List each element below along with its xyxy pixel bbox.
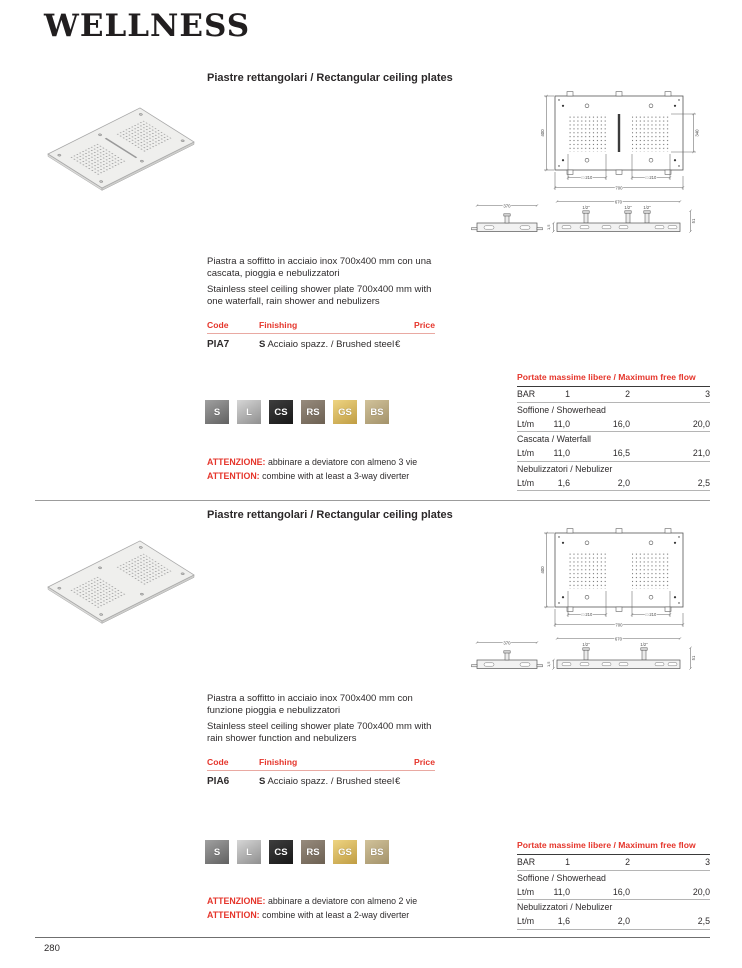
flow-value: 16,0 <box>612 886 630 897</box>
bar-value: 2 <box>625 389 630 400</box>
swatch-label: CS <box>274 406 288 418</box>
code-header: Code <box>207 320 229 330</box>
swatch-label: L <box>246 846 252 858</box>
flow-value: 11,0 <box>553 886 570 897</box>
finishing-name: Acciaio spazz. / Brushed steel <box>267 339 395 350</box>
attention-line-italian <box>207 895 417 909</box>
code-price-table <box>207 320 435 350</box>
attention-text-en: combine with at least a 3-way diverter <box>262 470 410 481</box>
svg-text:340: 340 <box>694 129 700 137</box>
product-code: PIA7 <box>207 339 230 350</box>
flow-value: 2,0 <box>617 477 630 488</box>
finish-swatches <box>205 840 389 864</box>
attention-note <box>207 895 417 922</box>
swatch-label: BS <box>370 406 384 418</box>
flow-rate-table <box>517 372 710 491</box>
code-table-row <box>207 334 435 350</box>
code-header: Code <box>207 757 229 767</box>
swatch-label: GS <box>338 406 352 418</box>
svg-text:1/2": 1/2" <box>643 205 651 210</box>
finishing-value <box>259 776 395 787</box>
flow-value: 1,6 <box>557 477 570 488</box>
attention-note <box>207 456 417 483</box>
product-section-pia7 <box>0 60 742 497</box>
finish-swatch-cs <box>269 840 293 864</box>
finishing-header: Finishing <box>259 757 298 767</box>
svg-text:□ 210: □ 210 <box>581 612 593 618</box>
finish-swatch-bs <box>365 840 389 864</box>
attention-line-english <box>207 470 417 484</box>
svg-text:□ 210: □ 210 <box>645 612 657 618</box>
finish-swatch-rs <box>301 400 325 424</box>
bar-value: 3 <box>705 389 710 400</box>
flow-row-label: Cascata / Waterfall <box>517 434 591 444</box>
description-italian: Piastra a soffitto in acciaio inox 700x400 mm con funzione pioggia e nebulizzatori <box>207 693 413 717</box>
product-photo-ceiling-plate <box>40 94 210 198</box>
svg-text:1/2": 1/2" <box>624 205 632 210</box>
svg-text:400: 400 <box>540 129 546 137</box>
flow-value: 20,0 <box>692 418 710 429</box>
product-section-pia6 <box>0 497 742 934</box>
swatch-label: RS <box>306 846 320 858</box>
price-value: € <box>395 776 401 787</box>
product-photo-ceiling-plate <box>40 527 210 631</box>
attention-label-it: ATTENZIONE: <box>207 457 266 467</box>
flow-value: 1,6 <box>557 916 570 927</box>
swatch-label: GS <box>338 846 352 858</box>
section-heading: Piastre rettangolari / Rectangular ceiling plates <box>207 72 453 84</box>
svg-text:1/2": 1/2" <box>582 642 590 647</box>
bar-value: 2 <box>625 857 630 868</box>
svg-text:670: 670 <box>614 636 623 642</box>
finish-swatch-gs <box>333 400 357 424</box>
flow-value: 16,0 <box>612 418 630 429</box>
attention-text-it: abbinare a deviatore con almeno 2 vie <box>267 896 418 906</box>
footer-rule <box>35 937 710 938</box>
unit-label: Lt/m <box>517 448 535 459</box>
finish-swatch-s <box>205 840 229 864</box>
svg-text:370: 370 <box>503 203 511 209</box>
flow-bar-row <box>517 387 710 403</box>
flow-values-row <box>517 914 710 930</box>
unit-label: Lt/m <box>517 477 535 488</box>
flow-value: 21,0 <box>692 448 710 459</box>
flow-table-title: Portate massime libere / Maximum free flow <box>517 372 710 387</box>
finishing-code: S <box>259 776 266 787</box>
attention-line-english <box>207 909 417 923</box>
svg-text:400: 400 <box>540 566 546 574</box>
finish-swatch-bs <box>365 400 389 424</box>
finish-swatch-l <box>237 840 261 864</box>
price-value: € <box>395 339 401 350</box>
swatch-label: L <box>246 406 252 418</box>
finishing-value <box>259 339 395 350</box>
finish-swatch-cs <box>269 400 293 424</box>
svg-text:370: 370 <box>503 640 511 646</box>
description-english: Stainless steel ceiling shower plate 700x400 mm with rain shower function and nebulizers <box>207 721 432 745</box>
svg-text:51: 51 <box>691 218 697 224</box>
svg-text:1,5: 1,5 <box>546 224 552 231</box>
technical-drawing <box>459 521 717 679</box>
unit-label: Lt/m <box>517 916 535 927</box>
section-heading: Piastre rettangolari / Rectangular ceiling plates <box>207 509 453 521</box>
technical-drawing <box>459 84 717 242</box>
flow-row-label: Soffione / Showerhead <box>517 872 606 883</box>
svg-text:670: 670 <box>614 199 623 205</box>
bar-label: BAR <box>517 857 536 868</box>
swatch-label: S <box>213 406 221 418</box>
svg-text:□ 210: □ 210 <box>645 175 657 181</box>
finishing-header: Finishing <box>259 320 298 330</box>
finish-swatches <box>205 400 389 424</box>
page-number: 280 <box>44 943 60 954</box>
flow-bar-row <box>517 855 710 871</box>
page-title: WELLNESS <box>44 8 251 44</box>
svg-text:1/2": 1/2" <box>582 205 590 210</box>
bar-value: 3 <box>705 857 710 868</box>
bar-value: 1 <box>565 857 570 868</box>
svg-text:700: 700 <box>615 622 623 628</box>
attention-label-en: ATTENTION: <box>207 470 260 481</box>
flow-row-label: Nebulizzatori / Nebulizer <box>517 902 613 912</box>
flow-value: 11,0 <box>553 418 570 429</box>
svg-text:51: 51 <box>691 655 697 661</box>
bar-value: 1 <box>565 389 570 400</box>
swatch-label: BS <box>370 846 384 858</box>
swatch-label: RS <box>306 406 320 418</box>
flow-value: 20,0 <box>692 886 710 897</box>
swatch-label: S <box>213 846 221 858</box>
flow-value: 2,5 <box>697 477 710 488</box>
price-header: Price <box>413 757 435 767</box>
finishing-code: S <box>259 339 266 350</box>
flow-row-label: Soffione / Showerhead <box>517 404 606 415</box>
description-italian: Piastra a soffitto in acciaio inox 700x400 mm con una cascata, pioggia e nebulizzatori <box>207 256 432 280</box>
price-header: Price <box>413 320 435 330</box>
attention-text-it: abbinare a deviatore con almeno 3 vie <box>267 457 418 467</box>
flow-value: 11,0 <box>553 448 570 459</box>
flow-value: 2,0 <box>617 916 630 927</box>
flow-table-title: Portate massime libere / Maximum free flow <box>517 840 710 855</box>
svg-text:1,5: 1,5 <box>546 661 552 668</box>
attention-label-it: ATTENZIONE: <box>207 896 266 906</box>
code-table-header <box>207 757 435 771</box>
flow-value: 16,5 <box>612 448 630 459</box>
swatch-label: CS <box>274 846 288 858</box>
flow-value: 2,5 <box>697 916 710 927</box>
bar-label: BAR <box>517 389 536 400</box>
description-english: Stainless steel ceiling shower plate 700x400 mm with one waterfall, rain shower and nebulizers <box>207 284 432 308</box>
flow-values-row <box>517 446 710 462</box>
svg-text:□ 210: □ 210 <box>581 175 593 181</box>
finish-swatch-gs <box>333 840 357 864</box>
finish-swatch-s <box>205 400 229 424</box>
product-code: PIA6 <box>207 776 230 787</box>
code-table-header <box>207 320 435 334</box>
attention-label-en: ATTENTION: <box>207 909 260 920</box>
product-description <box>207 693 439 750</box>
flow-row-label: Nebulizzatori / Nebulizer <box>517 463 613 474</box>
unit-label: Lt/m <box>517 886 535 897</box>
attention-text-en: combine with at least a 2-way diverter <box>262 909 410 920</box>
finishing-name: Acciaio spazz. / Brushed steel <box>267 776 395 787</box>
finish-swatch-l <box>237 400 261 424</box>
flow-values-row <box>517 417 710 433</box>
attention-line-italian <box>207 456 417 470</box>
flow-values-row <box>517 476 710 492</box>
finish-swatch-rs <box>301 840 325 864</box>
flow-values-row <box>517 885 710 901</box>
product-description <box>207 256 439 313</box>
svg-text:700: 700 <box>615 185 623 191</box>
svg-text:1/2": 1/2" <box>640 642 648 647</box>
code-table-row <box>207 771 435 787</box>
code-price-table <box>207 757 435 787</box>
flow-rate-table <box>517 840 710 930</box>
unit-label: Lt/m <box>517 418 535 429</box>
